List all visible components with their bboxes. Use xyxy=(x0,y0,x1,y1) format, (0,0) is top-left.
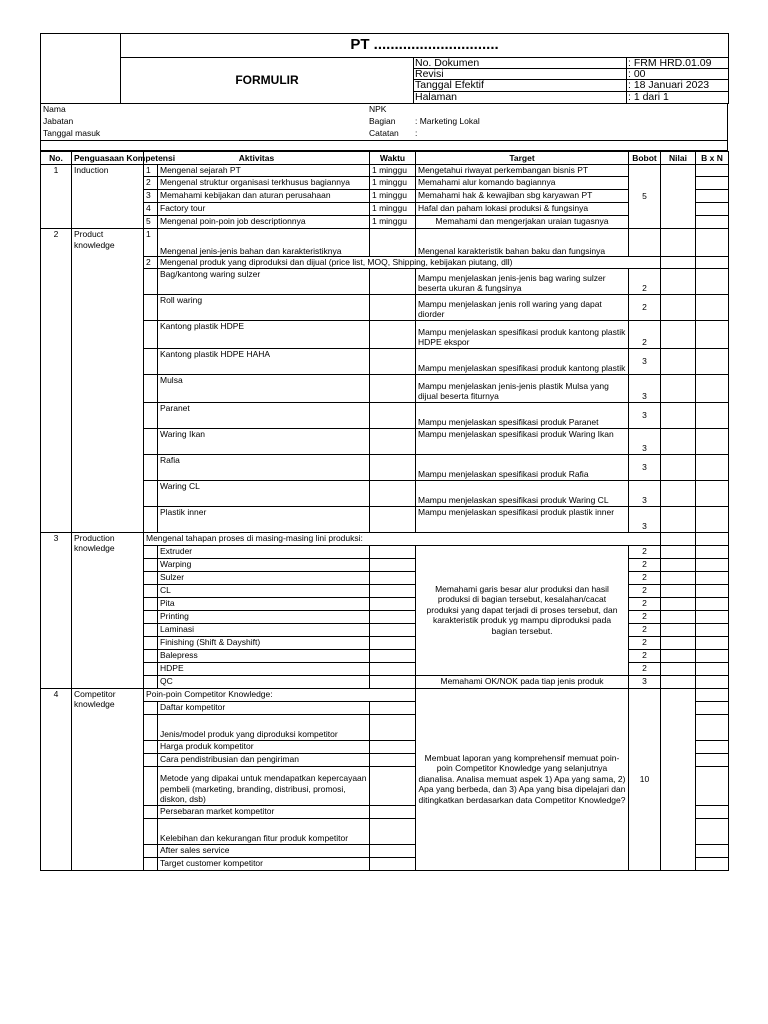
bobot: 2 xyxy=(629,545,661,558)
activity: Target customer kompetitor xyxy=(158,857,370,870)
product-row xyxy=(41,320,729,348)
nilai-cell[interactable] xyxy=(661,428,696,454)
meta-label: Tanggal Efektif xyxy=(414,80,626,92)
activity: CL xyxy=(158,584,370,597)
table-row xyxy=(41,229,729,257)
bxn-cell[interactable] xyxy=(696,857,729,870)
bxn-cell[interactable] xyxy=(696,571,729,584)
bxn-cell[interactable] xyxy=(696,688,729,701)
activity: Memahami kebijakan dan aturan perusahaan xyxy=(158,190,370,203)
meta-labels-bottom xyxy=(414,80,627,104)
bxn-cell[interactable] xyxy=(696,818,729,844)
col-nilai: Nilai xyxy=(661,152,696,165)
sec4-no: 4 xyxy=(41,688,72,870)
row-num: 2 xyxy=(144,257,158,269)
nilai-cell[interactable] xyxy=(661,257,696,269)
activity: Balepress xyxy=(158,649,370,662)
activity: Printing xyxy=(158,610,370,623)
activity: Pita xyxy=(158,597,370,610)
ojt-table xyxy=(40,151,729,871)
target: Mampu menjelaskan spesifikasi produk plastik inner xyxy=(416,506,629,532)
target: Mampu menjelaskan spesifikasi produk Waring CL xyxy=(416,480,629,506)
form-label: FORMULIR xyxy=(121,58,414,104)
bxn-cell[interactable] xyxy=(696,402,729,428)
nilai-cell[interactable] xyxy=(661,610,696,623)
product-row xyxy=(41,374,729,402)
bobot: 3 xyxy=(629,428,661,454)
catatan-value: : xyxy=(415,128,418,138)
activity: Waring Ikan xyxy=(158,428,370,454)
bxn-cell[interactable] xyxy=(696,662,729,675)
sec2-name: Product knowledge xyxy=(72,229,144,533)
bxn-cell[interactable] xyxy=(696,636,729,649)
activity: Mengenal struktur organisasi terkhusus bagiannya xyxy=(158,177,370,190)
bxn-cell[interactable] xyxy=(696,558,729,571)
target: Mampu menjelaskan spesifikasi produk kantong plastik HDPE ekspor xyxy=(416,320,629,348)
activity: Bag/kantong waring sulzer xyxy=(158,268,370,294)
bxn-cell[interactable] xyxy=(696,190,729,203)
table-row xyxy=(41,257,729,269)
bobot: 3 xyxy=(629,454,661,480)
bxn-cell[interactable] xyxy=(696,597,729,610)
table-row xyxy=(41,190,729,203)
bobot: 2 xyxy=(629,610,661,623)
tanggal-masuk-label: Tanggal masuk xyxy=(43,128,101,138)
bxn-cell[interactable] xyxy=(696,532,729,545)
waktu: 1 minggu xyxy=(370,203,416,216)
bxn-cell[interactable] xyxy=(696,177,729,190)
table-row xyxy=(41,203,729,216)
bobot: 2 xyxy=(629,597,661,610)
target: Mampu menjelaskan spesifikasi produk Rafia xyxy=(416,454,629,480)
nilai-cell[interactable] xyxy=(661,165,696,229)
bobot: 2 xyxy=(629,268,661,294)
col-waktu: Waktu xyxy=(370,152,416,165)
bobot: 3 xyxy=(629,374,661,402)
table-row xyxy=(41,177,729,190)
product-row xyxy=(41,454,729,480)
table-row xyxy=(41,688,729,701)
bxn-cell[interactable] xyxy=(696,454,729,480)
row-num: 2 xyxy=(144,177,158,190)
meta-label: Halaman xyxy=(415,91,458,103)
target: Mampu menjelaskan spesifikasi produk Waring Ikan xyxy=(416,428,629,454)
jabatan-label: Jabatan xyxy=(43,116,74,126)
target: Memahami hak & kewajiban sbg karyawan PT xyxy=(416,190,629,203)
col-aktivitas: Aktivitas xyxy=(144,152,370,165)
activity: HDPE xyxy=(158,662,370,675)
bxn-cell[interactable] xyxy=(696,320,729,348)
activity: Roll waring xyxy=(158,294,370,320)
col-no: No. xyxy=(41,152,72,165)
meta-value: : FRM HRD.01.09 xyxy=(627,58,728,69)
bxn-cell[interactable] xyxy=(696,714,729,740)
col-bxn: B x N xyxy=(696,152,729,165)
product-row xyxy=(41,480,729,506)
bagian-label: Bagian xyxy=(369,116,396,126)
row-num: 1 xyxy=(144,165,158,177)
activity: Sulzer xyxy=(158,571,370,584)
nilai-cell[interactable] xyxy=(661,662,696,675)
bxn-cell[interactable] xyxy=(696,203,729,216)
form-header xyxy=(40,33,729,104)
activity: Daftar kompetitor xyxy=(158,701,370,714)
row-num: 3 xyxy=(144,190,158,203)
target: Mampu menjelaskan spesifikasi produk Paranet xyxy=(416,402,629,428)
bobot: 2 xyxy=(629,662,661,675)
activity: Persebaran market kompetitor xyxy=(158,805,370,818)
bxn-cell[interactable] xyxy=(696,294,729,320)
row-num: 5 xyxy=(144,216,158,229)
activity: Kantong plastik HDPE HAHA xyxy=(158,348,370,374)
nilai-cell[interactable] xyxy=(661,688,696,870)
activity: Warping xyxy=(158,558,370,571)
waktu: 1 minggu xyxy=(370,177,416,190)
bxn-cell[interactable] xyxy=(696,623,729,636)
target: Mampu menjelaskan jenis-jenis plastik Mulsa yang dijual beserta fiturnya xyxy=(416,374,629,402)
product-row xyxy=(41,268,729,294)
activity: Paranet xyxy=(158,402,370,428)
meta-value: : 00 xyxy=(628,68,646,80)
activity: Mengenal produk yang diproduksi dan dijual (price list, MOQ, Shipping, kebijakan piutang, dll) xyxy=(158,257,661,269)
nilai-cell[interactable] xyxy=(661,558,696,571)
target: Mampu menjelaskan spesifikasi produk kantong plastik xyxy=(416,348,629,374)
bxn-cell[interactable] xyxy=(696,506,729,532)
nilai-cell[interactable] xyxy=(661,374,696,402)
product-row xyxy=(41,348,729,374)
activity: Mengenal jenis-jenis bahan dan karakteristiknya xyxy=(158,229,370,257)
bxn-cell[interactable] xyxy=(696,165,729,177)
meta-label: Revisi xyxy=(415,68,444,80)
nilai-cell[interactable] xyxy=(661,675,696,688)
col-bobot: Bobot xyxy=(629,152,661,165)
nilai-cell[interactable] xyxy=(661,229,696,257)
col-penguasaan: Penguasaan Kompetensi xyxy=(72,152,144,165)
sec1-bobot: 5 xyxy=(629,165,661,229)
bxn-cell[interactable] xyxy=(696,766,729,805)
bxn-cell[interactable] xyxy=(696,216,729,229)
sec4-target: Membuat laporan yang komprehensif memuat poin-poin Competitor Knowledge yang selanjutnya dianalisa. Analisa memuat aspek 1) Apa yang sama, 2) Apa yang berbeda, dan 3) Apa yang bisa dipelajari dan ditingkatkan berdasarkan data Competitor Knowledge? xyxy=(416,688,629,870)
sec1-no: 1 xyxy=(41,165,72,229)
activity: Factory tour xyxy=(158,203,370,216)
company-name: PT .............................. xyxy=(121,34,729,58)
npk-label: NPK xyxy=(369,104,387,114)
employee-info xyxy=(40,104,728,151)
target: Hafal dan paham lokasi produksi & fungsinya xyxy=(416,203,629,216)
activity: Mengenal sejarah PT xyxy=(158,165,370,177)
bobot: 2 xyxy=(629,320,661,348)
logo-box xyxy=(41,34,121,104)
activity: Mengenal poin-poin job descriptionnya xyxy=(158,216,370,229)
bxn-cell[interactable] xyxy=(696,584,729,597)
bxn-cell[interactable] xyxy=(696,805,729,818)
meta-value: : 18 Januari 2023 xyxy=(627,80,728,92)
nilai-cell[interactable] xyxy=(661,294,696,320)
sec3-intro: Mengenal tahapan proses di masing-masing lini produksi: xyxy=(144,532,629,545)
qc-target: Memahami OK/NOK pada tiap jenis produk xyxy=(416,675,629,688)
waktu: 1 minggu xyxy=(370,216,416,229)
target: Mengenal karakteristik bahan baku dan fungsinya xyxy=(416,229,629,257)
bxn-cell[interactable] xyxy=(696,610,729,623)
activity: Plastik inner xyxy=(158,506,370,532)
target: Memahami dan mengerjakan uraian tugasnya xyxy=(416,216,629,229)
nilai-cell[interactable] xyxy=(661,584,696,597)
nilai-cell[interactable] xyxy=(661,623,696,636)
target: Mampu menjelaskan jenis-jenis bag waring sulzer beserta ukuran & fungsinya xyxy=(416,268,629,294)
sec4-bobot: 10 xyxy=(629,688,661,870)
bxn-cell[interactable] xyxy=(696,649,729,662)
nilai-cell[interactable] xyxy=(661,571,696,584)
activity: Metode yang dipakai untuk mendapatkan kepercayaan pembeli (marketing, branding, distribusi, promosi, diskon, dsb) xyxy=(158,766,370,805)
activity: Finishing (Shift & Dayshift) xyxy=(158,636,370,649)
product-row xyxy=(41,428,729,454)
product-row xyxy=(41,294,729,320)
target: Mampu menjelaskan jenis roll waring yang dapat diorder xyxy=(416,294,629,320)
nilai-cell[interactable] xyxy=(661,320,696,348)
nilai-cell[interactable] xyxy=(661,402,696,428)
bxn-cell[interactable] xyxy=(696,701,729,714)
bobot: 3 xyxy=(629,348,661,374)
row-num: 1 xyxy=(144,229,158,257)
activity: Rafia xyxy=(158,454,370,480)
bxn-cell[interactable] xyxy=(696,753,729,766)
bxn-cell[interactable] xyxy=(696,257,729,269)
sec4-intro: Poin-poin Competitor Knowledge: xyxy=(144,688,416,701)
bobot: 2 xyxy=(629,571,661,584)
waktu: 1 minggu xyxy=(370,190,416,203)
bobot: 2 xyxy=(629,649,661,662)
activity: Cara pendistribusian dan pengiriman xyxy=(158,753,370,766)
nilai-cell[interactable] xyxy=(661,480,696,506)
bxn-cell[interactable] xyxy=(696,545,729,558)
meta-values-bottom xyxy=(627,80,729,104)
nilai-cell[interactable] xyxy=(661,545,696,558)
activity: After sales service xyxy=(158,844,370,857)
nilai-cell[interactable] xyxy=(661,532,696,545)
bxn-cell[interactable] xyxy=(696,374,729,402)
catatan-label: Catatan xyxy=(369,128,399,138)
production-row xyxy=(41,675,729,688)
target: Mengetahui riwayat perkembangan bisnis PT xyxy=(416,165,629,177)
activity: Laminasi xyxy=(158,623,370,636)
ojt-form xyxy=(40,33,728,871)
bobot: 3 xyxy=(629,402,661,428)
nilai-cell[interactable] xyxy=(661,597,696,610)
sec3-name: Production knowledge xyxy=(72,532,144,688)
bxn-cell[interactable] xyxy=(696,428,729,454)
activity: Kantong plastik HDPE xyxy=(158,320,370,348)
meta-label: No. Dokumen xyxy=(414,58,626,69)
target: Memahami alur komando bagiannya xyxy=(416,177,629,190)
activity: Kelebihan dan kekurangan fitur produk kompetitor xyxy=(158,818,370,844)
sec4-name: Competitor knowledge xyxy=(72,688,144,870)
waktu: 1 minggu xyxy=(370,165,416,177)
sec3-target: Memahami garis besar alur produksi dan hasil produksi di bagian tersebut, kesalahan/cacat produksi yang dapat terjadi di proses tersebut, dan karakteristik produk yg mampu diproduksi pada bagian tersebut. xyxy=(416,545,629,675)
bxn-cell[interactable] xyxy=(696,348,729,374)
meta-values-top xyxy=(627,58,729,80)
table-row xyxy=(41,216,729,229)
activity: QC xyxy=(158,675,370,688)
product-row xyxy=(41,506,729,532)
sec3-no: 3 xyxy=(41,532,72,688)
sec1-name: Induction xyxy=(72,165,144,229)
bxn-cell[interactable] xyxy=(696,229,729,257)
nilai-cell[interactable] xyxy=(661,506,696,532)
bxn-cell[interactable] xyxy=(696,480,729,506)
sec2-no: 2 xyxy=(41,229,72,533)
bobot: 2 xyxy=(629,584,661,597)
bobot: 2 xyxy=(629,636,661,649)
nilai-cell[interactable] xyxy=(661,636,696,649)
activity: Mulsa xyxy=(158,374,370,402)
activity: Extruder xyxy=(158,545,370,558)
bxn-cell[interactable] xyxy=(696,740,729,753)
table-row xyxy=(41,532,729,545)
activity: Harga produk kompetitor xyxy=(158,740,370,753)
bobot: 2 xyxy=(629,558,661,571)
nilai-cell[interactable] xyxy=(661,649,696,662)
nilai-cell[interactable] xyxy=(661,268,696,294)
bagian-value: : Marketing Lokal xyxy=(415,116,480,126)
table-header xyxy=(41,152,729,165)
table-row xyxy=(41,165,729,177)
product-row xyxy=(41,402,729,428)
row-num: 4 xyxy=(144,203,158,216)
nilai-cell[interactable] xyxy=(661,348,696,374)
bobot: 3 xyxy=(629,675,661,688)
nama-label: Nama xyxy=(43,104,66,114)
nilai-cell[interactable] xyxy=(661,454,696,480)
bxn-cell[interactable] xyxy=(696,268,729,294)
production-row xyxy=(41,545,729,558)
bobot: 2 xyxy=(629,623,661,636)
bobot: 2 xyxy=(629,294,661,320)
col-target: Target xyxy=(416,152,629,165)
activity: Waring CL xyxy=(158,480,370,506)
bobot: 3 xyxy=(629,506,661,532)
bxn-cell[interactable] xyxy=(696,675,729,688)
meta-labels-top xyxy=(414,58,627,80)
activity: Jenis/model produk yang diproduksi kompetitor xyxy=(158,714,370,740)
meta-value: : 1 dari 1 xyxy=(628,91,669,103)
bxn-cell[interactable] xyxy=(696,844,729,857)
bobot: 3 xyxy=(629,480,661,506)
